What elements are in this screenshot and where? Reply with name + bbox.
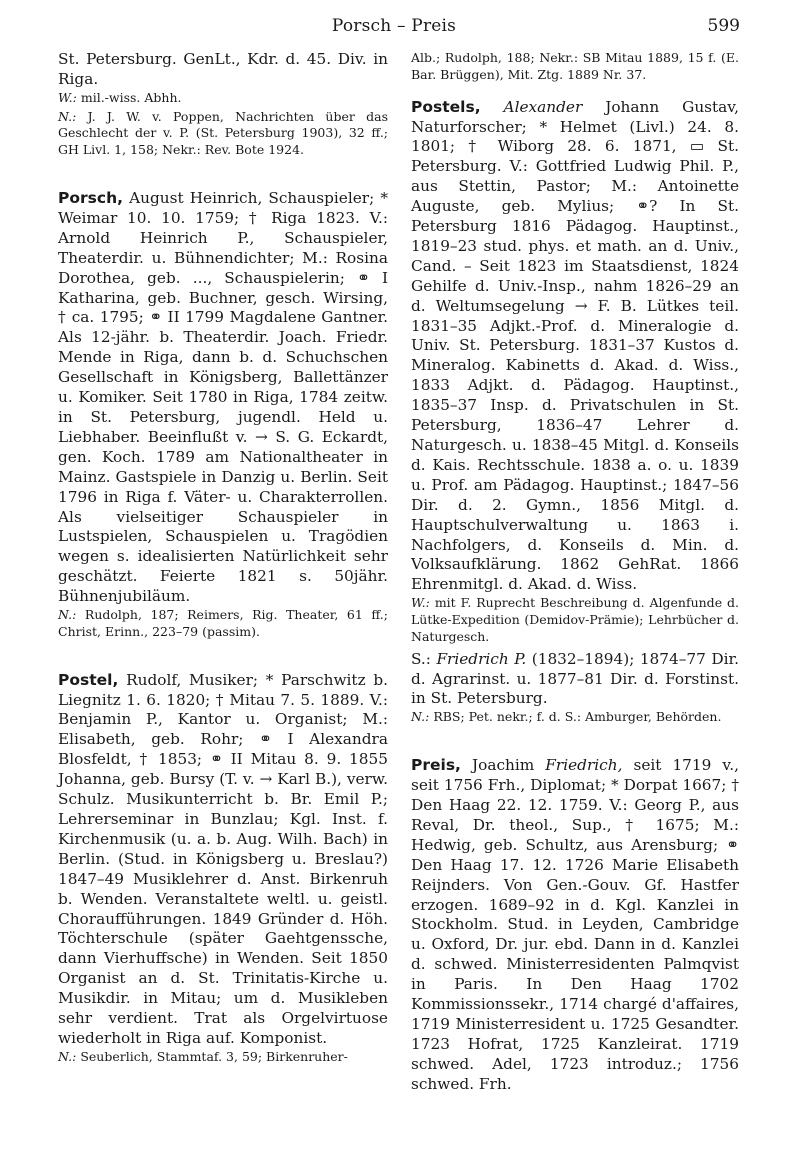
note-text: Rudolph, 187; Reimers, Rig. Theater, 61 ff.; Christ, Erinn., 223–79 (passim).	[58, 607, 388, 639]
note-label: N.:	[58, 108, 77, 124]
entry-preis	[411, 756, 739, 1094]
note-text: mil.-wiss. Abhh.	[80, 89, 182, 105]
entry-headword: Postels,	[411, 97, 481, 116]
son-paragraph	[411, 650, 739, 710]
note-label: N.:	[58, 607, 77, 623]
son-text: (1832–1894); 1874–77 Dir. d. Agrarinst. u. 1877–81 Dir. d. Forstinst. in St. Petersburg.	[411, 649, 739, 708]
note-text: mit F. Ruprecht Beschreibung d. Algenfunde d. Lütke-Expedition (Demidov-Prämie); Lehrbücher d. Naturgesch.	[411, 595, 739, 644]
son-label: S.:	[411, 649, 431, 668]
entry-text: Rudolf, Musiker; * Parschwitz b. Liegnitz 1. 6. 1820; † Mitau 7. 5. 1889. V.: Benjamin P., Kantor u. Organist; M.: Elisabeth, geb. Rohr; ⚭ I Alexandra Blosfeldt, † 1853; ⚭ II Mitau 8. 9. 1855 Johanna, geb. Bursy (T. v. → Karl B.), verw. Schulz. Musikunterricht b. Br. Emil P.; Lehrerseminar in Bunzlau; Kgl. Inst. f. Kirchenmusik (u. a. b. Aug. Wilh. Bach) in Berlin. (Stud. in Königsberg u. Breslau?) 1847–49 Musiklehrer d. Anst. Birkenruh b. Wenden. Veranstaltete weltl. u. geistl. Choraufführungen. 1849 Gründer d. Höh. Töchterschule (später Gaehtgenssche, dann Vierhuffsche) in Wenden. Seit 1850 Organist an d. St. Trinitatis-Kirche u. Musikdir. in Mitau; um d. Musikleben sehr verdient. Trat als Orgelvirtuose wiederholt in Riga auf. Komponist.	[58, 670, 388, 1047]
sources-note	[58, 607, 388, 641]
entry-text: Johann Gustav, Naturforscher; * Helmet (Livl.) 24. 8. 1801; † Wiborg 28. 6. 1871, ▭ St. Petersburg. V.: Gottfried Ludwig Phil. P., aus Stettin, Pastor; M.: Antoinette Auguste, geb. Mylius; ⚭? In St. Petersburg 1816 Pädagog. Hauptinst., 1819–23 stud. phys. et math. an d. Univ., Cand. – Seit 1823 im Staatsdienst, 1824 Gehilfe d. Univ.-Insp., nahm 1826–29 an d. Weltumsegelung → F. B. Lütkes teil. 1831–35 Adjkt.-Prof. d. Mineralogie d. Univ. St. Petersburg. 1831–37 Kustos d. Mineralog. Kabinetts d. Akad. d. Wiss., 1833 Adjkt. d. Pädagog. Hauptinst., 1835–37 Insp. d. Privatschulen in St. Petersburg, 1836–47 Lehrer d. Naturgesch. u. 1838–45 Mitgl. d. Konseils d. Kais. Rechtsschule. 1838 a. o. u. 1839 u. Prof. am Pädagog. Hauptinst.; 1847–56 Dir. d. 2. Gymn., 1856 Mitgl. d. Hauptschulverwaltung u. 1863 i. Nachfolgers, d. Konseils d. Min. d. Volksaufklärung. 1862 GehRat. 1866 Ehrenmitgl. d. Akad. d. Wiss.	[411, 97, 739, 594]
sources-note-continued: Alb.; Rudolph, 188; Nekr.: SB Mitau 1889, 15 f. (E. Bar. Brüggen), Mit. Ztg. 1889 Nr. 37.	[411, 50, 739, 82]
entry-postel	[58, 671, 388, 1066]
page-header	[0, 6, 788, 46]
entry-name-italic: Friedrich,	[545, 756, 623, 775]
entry-text: seit 1719 v., seit 1756 Frh., Diplomat; * Dorpat 1667; † Den Haag 22. 12. 1759. V.: Georg P., aus Reval, Dr. theol., Sup., † 1675; M.: Hedwig, geb. Schultz, aus Arensburg; ⚭ Den Haag 17. 12. 1726 Marie Elisabeth Reijnders. Von Gen.-Gouv. Gf. Hastfer erzogen. 1689–92 in d. Kgl. Kanzlei in Stockholm. Stud. in Leyden, Cambridge u. Oxford, Dr. jur. ebd. Dann in d. Kanzlei d. schwed. Ministerresidenten Palmqvist in Paris. In Den Haag 1702 Kommissionssekr., 1714 chargé d'affaires, 1719 Ministerresident u. 1725 Gesandter. 1723 Hofrat, 1725 Kanzleirat. 1719 schwed. Adel, 1723 introduz.; 1756 schwed. Frh.	[411, 756, 739, 1093]
entry-body	[58, 671, 388, 1049]
entry-name-italic: Alexander	[503, 97, 583, 116]
note-label: N.:	[411, 709, 430, 725]
entry-body	[411, 756, 739, 1094]
entry-continuation	[58, 50, 388, 159]
note-label: W.:	[411, 595, 430, 611]
note-label: W.:	[58, 89, 77, 105]
page-number: 599	[707, 16, 740, 36]
entry-text: August Heinrich, Schauspieler; * Weimar 10. 10. 1759; † Riga 1823. V.: Arnold Heinrich P., Schauspieler, Theaterdir. u. Bühnendichter; M.: Rosina Dorothea, geb. ..., Schauspielerin; ⚭ I Katharina, geb. Buchner, gesch. Wirsing, † ca. 1795; ⚭ II 1799 Magdalene Gantner. Als 12-jähr. b. Theaterdir. Joach. Friedr. Mende in Riga, dann b. d. Schuchschen Gesellschaft in Königsberg, Ballettänzer u. Komiker. Seit 1780 in Riga, 1784 zeitw. in St. Petersburg, jugendl. Held u. Liebhaber. Beeinflußt v. → S. G. Eckardt, gen. Koch. 1789 am Nationaltheater in Mainz. Gastspiele in Danzig u. Berlin. Seit 1796 in Riga f. Väter- u. Charakterrollen. Als vielseitiger Schauspieler in Lustspielen, Schauspielen u. Tragödien wegen s. idealisierten Natürlichkeit sehr geschätzt. Feierte 1821 s. 50jähr. Bühnenjubiläum.	[58, 189, 388, 606]
entry-body	[58, 189, 388, 607]
entry-headword: Preis,	[411, 756, 461, 775]
entry-headword: Porsch,	[58, 189, 123, 207]
entry-postels	[411, 98, 739, 727]
works-note	[58, 90, 388, 107]
right-column	[411, 50, 739, 1109]
works-note	[411, 595, 739, 645]
entry-porsch	[58, 189, 388, 641]
entry-name: Joachim	[471, 756, 535, 775]
entry-body: St. Petersburg. GenLt., Kdr. d. 45. Div. in Riga.	[58, 50, 388, 88]
left-column	[58, 50, 388, 1080]
entry-continuation	[411, 50, 739, 84]
son-name: Friedrich P.	[436, 649, 527, 668]
entry-body	[411, 98, 739, 596]
note-label: N.:	[58, 1048, 77, 1064]
running-title: Porsch – Preis	[331, 16, 457, 36]
note-text: Seuberlich, Stammtaf. 3, 59; Birkenruher-	[80, 1048, 348, 1064]
entry-headword: Postel,	[58, 670, 119, 689]
note-text: RBS; Pet. nekr.; f. d. S.: Amburger, Behörden.	[433, 709, 722, 725]
sources-note	[411, 709, 739, 726]
sources-note	[58, 109, 388, 159]
note-text: J. J. W. v. Poppen, Nachrichten über das Geschlecht der v. P. (St. Petersburg 1903), 32 ff.; GH Livl. 1, 158; Nekr.: Rev. Bote 1924.	[58, 108, 388, 158]
sources-note	[58, 1049, 388, 1066]
